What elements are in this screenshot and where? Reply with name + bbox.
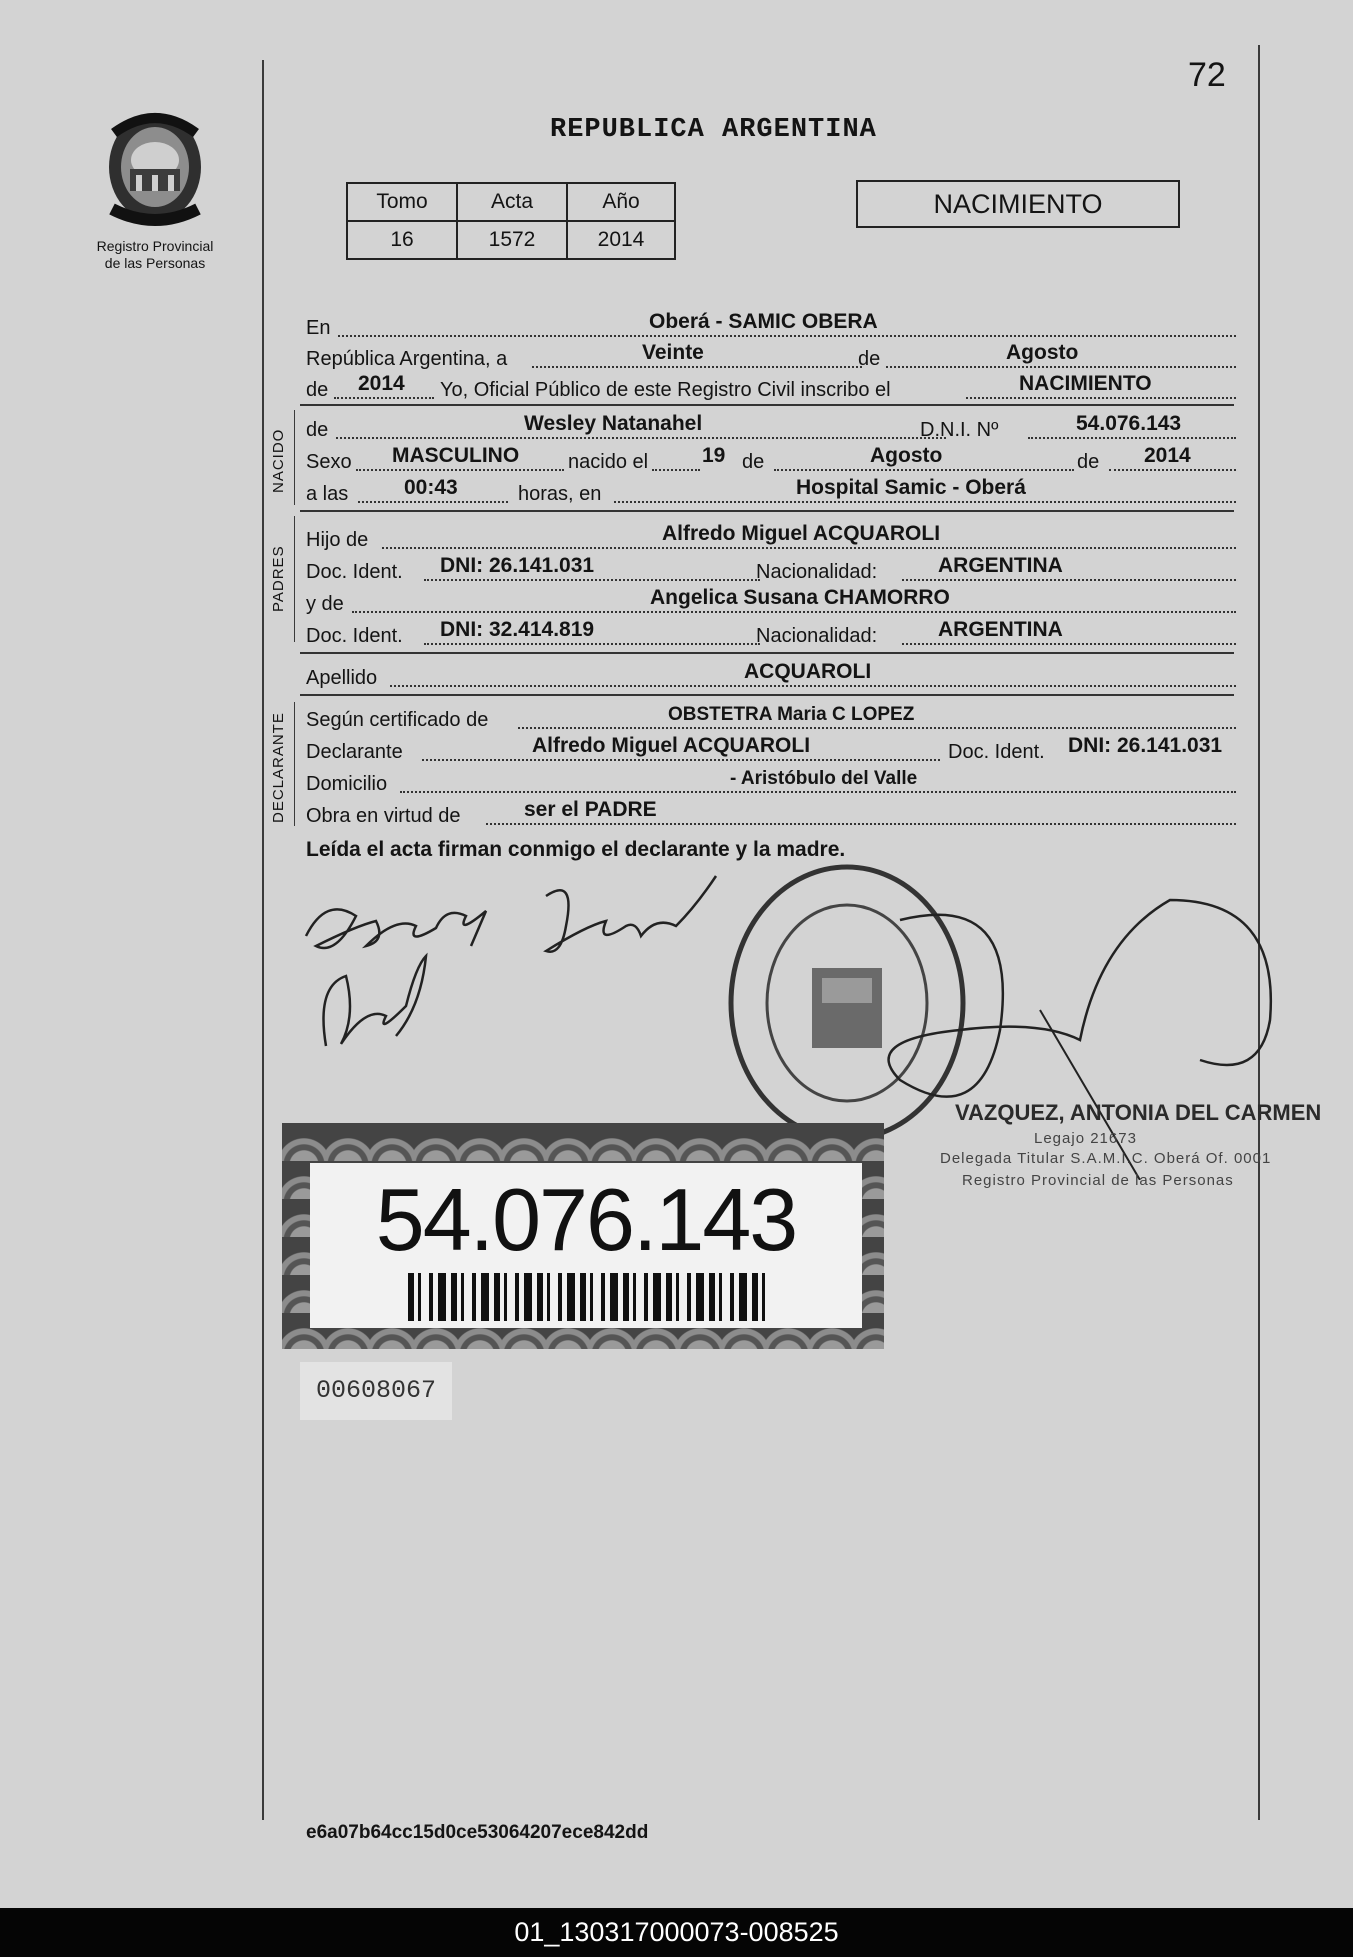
dotted-leader bbox=[966, 397, 1236, 399]
father-doc-label: Doc. Ident. bbox=[306, 561, 403, 583]
dotted-leader bbox=[336, 437, 946, 439]
registry-label-line1: Registro Provincial bbox=[96, 238, 214, 254]
born-month-value: Agosto bbox=[870, 444, 943, 467]
dotted-leader bbox=[400, 791, 1236, 793]
dni-value: 54.076.143 bbox=[1076, 412, 1182, 435]
dotted-leader bbox=[486, 823, 1236, 825]
official-org: Registro Provincial de las Personas bbox=[962, 1172, 1234, 1189]
nacido-sex-row bbox=[306, 444, 1236, 474]
day-value: Veinte bbox=[642, 341, 704, 364]
section-divider bbox=[300, 694, 1234, 696]
dotted-leader bbox=[652, 469, 700, 471]
mother-nat-value: ARGENTINA bbox=[938, 618, 1063, 641]
mother-label: y de bbox=[306, 593, 344, 615]
born-label: nacido el bbox=[568, 451, 649, 473]
domicile-value: - Aristóbulo del Valle bbox=[730, 768, 918, 789]
value-anio: 2014 bbox=[567, 221, 675, 259]
dotted-leader bbox=[358, 501, 508, 503]
serial-number: 00608067 bbox=[300, 1362, 452, 1420]
register-table-value-row bbox=[347, 221, 675, 259]
place-label: En bbox=[306, 317, 331, 339]
father-value: Alfredo Miguel ACQUAROLI bbox=[662, 522, 941, 545]
value-acta: 1572 bbox=[457, 221, 567, 259]
act-value: NACIMIENTO bbox=[1019, 372, 1152, 395]
header-acta: Acta bbox=[457, 183, 567, 221]
dotted-leader bbox=[390, 685, 1236, 687]
father-label: Hijo de bbox=[306, 529, 369, 551]
apellido-label: Apellido bbox=[306, 667, 378, 689]
dotted-leader bbox=[338, 335, 1236, 337]
dotted-leader bbox=[382, 547, 1236, 549]
declarant-doc-label: Doc. Ident. bbox=[948, 741, 1045, 763]
de-label: de bbox=[858, 348, 881, 370]
declarant-signature-icon bbox=[296, 866, 736, 1056]
closing-statement: Leída el acta firman conmigo el declarante y la madre. bbox=[306, 838, 846, 861]
statement-text: Yo, Oficial Público de este Registro Civil inscribo el bbox=[440, 379, 891, 401]
time-label: a las bbox=[306, 483, 349, 505]
declarant-value: Alfredo Miguel ACQUAROLI bbox=[532, 734, 811, 757]
cert-row bbox=[306, 702, 1236, 732]
section-label-padres: PADRES bbox=[270, 545, 287, 612]
barcode-inner bbox=[310, 1163, 862, 1328]
de2-label: de bbox=[306, 379, 329, 401]
footer-id-bar: 01_130317000073-008525 bbox=[0, 1908, 1353, 1957]
dotted-leader bbox=[902, 579, 1236, 581]
apellido-value: ACQUAROLI bbox=[744, 660, 872, 683]
cert-label: Según certificado de bbox=[306, 709, 489, 731]
born-de2-label: de bbox=[1077, 451, 1100, 473]
father-row bbox=[306, 522, 1236, 552]
dotted-leader bbox=[1028, 437, 1236, 439]
barcode-number: 54.076.143 bbox=[375, 1170, 797, 1269]
barcode-label bbox=[282, 1123, 884, 1349]
header-tomo: Tomo bbox=[347, 183, 457, 221]
born-day-value: 19 bbox=[702, 444, 726, 467]
mother-nat-label: Nacionalidad: bbox=[756, 625, 878, 647]
nacido-name-row bbox=[306, 412, 1236, 442]
dni-label: D.N.I. Nº bbox=[920, 419, 999, 441]
registry-logo bbox=[90, 105, 220, 272]
act-type-box: NACIMIENTO bbox=[856, 180, 1180, 228]
intro-date-row bbox=[306, 341, 1236, 371]
document-hash: e6a07b64cc15d0ce53064207ece842dd bbox=[306, 1822, 649, 1843]
dotted-leader bbox=[422, 759, 940, 761]
domicile-label: Domicilio bbox=[306, 773, 388, 795]
barcode-bars-icon bbox=[408, 1273, 768, 1321]
dotted-leader bbox=[886, 366, 1236, 368]
time-value: 00:43 bbox=[404, 476, 458, 499]
dotted-leader bbox=[532, 366, 862, 368]
registry-label-line2: de las Personas bbox=[104, 255, 206, 271]
dotted-leader bbox=[352, 611, 1236, 613]
place-value: Oberá - SAMIC OBERA bbox=[649, 310, 878, 333]
dotted-leader bbox=[424, 579, 760, 581]
official-legajo: Legajo 21673 bbox=[1034, 1130, 1137, 1147]
born-year-value: 2014 bbox=[1144, 444, 1191, 467]
header-anio: Año bbox=[567, 183, 675, 221]
section-divider bbox=[300, 510, 1234, 512]
section-label-nacido: NACIDO bbox=[270, 428, 287, 493]
mother-doc-label: Doc. Ident. bbox=[306, 625, 403, 647]
province-emblem-icon bbox=[100, 105, 210, 233]
born-de-label: de bbox=[742, 451, 765, 473]
page-number: 72 bbox=[1188, 56, 1226, 94]
mother-row bbox=[306, 586, 1236, 616]
virtue-value: ser el PADRE bbox=[524, 798, 657, 821]
section-bracket-nacido bbox=[294, 410, 295, 505]
dotted-leader bbox=[356, 469, 564, 471]
declarant-doc-value: DNI: 26.141.031 bbox=[1068, 734, 1223, 757]
dotted-leader bbox=[424, 643, 760, 645]
month-value: Agosto bbox=[1006, 341, 1079, 364]
father-doc-value: DNI: 26.141.031 bbox=[440, 554, 595, 577]
register-table bbox=[346, 182, 676, 260]
cert-value: OBSTETRA Maria C LOPEZ bbox=[668, 704, 915, 725]
year-value: 2014 bbox=[358, 372, 405, 395]
official-name: VAZQUEZ, ANTONIA DEL CARMEN bbox=[955, 1100, 1322, 1125]
dotted-leader bbox=[518, 727, 1236, 729]
intro-year-row bbox=[306, 372, 1236, 402]
name-label: de bbox=[306, 419, 329, 441]
father-nat-label: Nacionalidad: bbox=[756, 561, 878, 583]
section-bracket-padres bbox=[294, 516, 295, 642]
dotted-leader bbox=[902, 643, 1236, 645]
place-born-value: Hospital Samic - Oberá bbox=[796, 476, 1026, 499]
section-divider bbox=[300, 404, 1234, 406]
apellido-row bbox=[306, 660, 1236, 690]
value-tomo: 16 bbox=[347, 221, 457, 259]
declarant-row bbox=[306, 734, 1236, 764]
virtue-row bbox=[306, 798, 1236, 828]
section-bracket-declarante bbox=[294, 702, 295, 826]
mother-value: Angelica Susana CHAMORRO bbox=[650, 586, 950, 609]
name-value: Wesley Natanahel bbox=[524, 412, 703, 435]
country-title: REPUBLICA ARGENTINA bbox=[550, 115, 877, 145]
sex-value: MASCULINO bbox=[392, 444, 520, 467]
mother-doc-value: DNI: 32.414.819 bbox=[440, 618, 595, 641]
nacido-time-row bbox=[306, 476, 1236, 506]
register-table-header-row bbox=[347, 183, 675, 221]
declarant-label: Declarante bbox=[306, 741, 403, 763]
dotted-leader bbox=[1109, 469, 1236, 471]
country-label: República Argentina, a bbox=[306, 348, 508, 370]
intro-place-row bbox=[306, 310, 1236, 340]
father-nat-value: ARGENTINA bbox=[938, 554, 1063, 577]
official-role: Delegada Titular S.A.M.I.C. Oberá Of. 0001 bbox=[940, 1150, 1272, 1167]
virtue-label: Obra en virtud de bbox=[306, 805, 461, 827]
mother-doc-row bbox=[306, 618, 1236, 648]
sex-label: Sexo bbox=[306, 451, 352, 473]
dotted-leader bbox=[614, 501, 1236, 503]
domicile-row bbox=[306, 766, 1236, 796]
section-divider bbox=[300, 652, 1234, 654]
section-label-declarante: DECLARANTE bbox=[270, 712, 287, 823]
dotted-leader bbox=[334, 397, 434, 399]
place-born-label: horas, en bbox=[518, 483, 602, 505]
left-margin-line bbox=[262, 60, 264, 1820]
dotted-leader bbox=[774, 469, 1074, 471]
father-doc-row bbox=[306, 554, 1236, 584]
